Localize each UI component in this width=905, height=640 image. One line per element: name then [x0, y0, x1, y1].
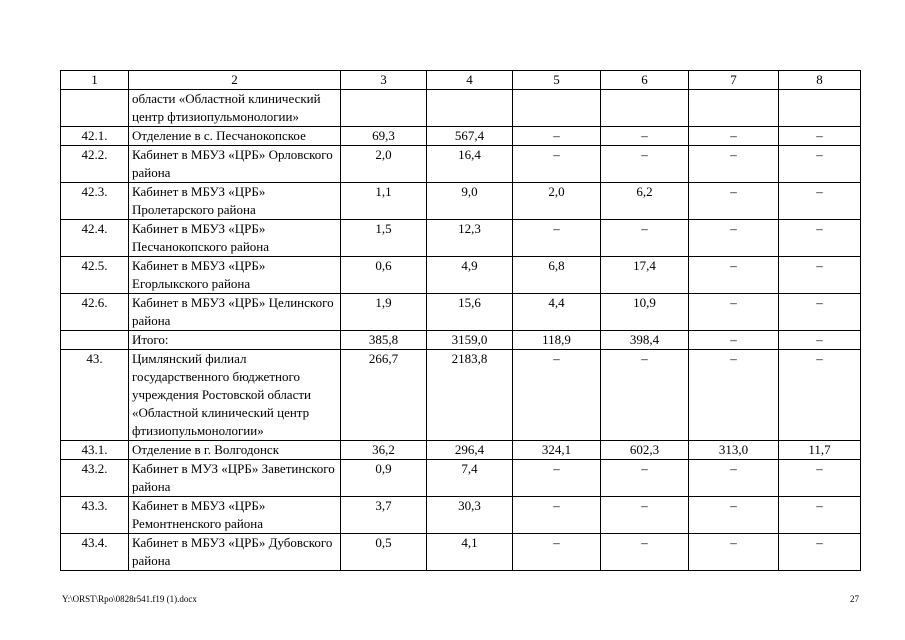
row-name-cell: Итого: — [129, 331, 341, 350]
table-row — [61, 534, 861, 571]
column-number-header: 2 — [129, 71, 341, 90]
row-name-cell: Кабинет в МБУЗ «ЦРБ» Ремонтненского района — [129, 497, 341, 534]
value-cell: 0,9 — [341, 460, 427, 497]
table-row — [61, 127, 861, 146]
value-cell: 0,6 — [341, 257, 427, 294]
footer-page-number: 27 — [850, 594, 859, 604]
row-name-cell: Кабинет в МБУЗ «ЦРБ» Дубовского района — [129, 534, 341, 571]
value-cell: – — [513, 534, 601, 571]
row-number-cell — [61, 90, 129, 127]
value-cell: 6,8 — [513, 257, 601, 294]
value-cell: – — [689, 294, 779, 331]
value-cell: – — [779, 257, 861, 294]
value-cell: 3159,0 — [427, 331, 513, 350]
row-name-cell: Отделение в с. Песчанокопское — [129, 127, 341, 146]
row-name-cell: Цимлянский филиал государственного бюджетного учреждения Ростовской области «Областной клинический центр фтизиопульмонологии» — [129, 350, 341, 441]
value-cell: – — [689, 331, 779, 350]
row-name-cell: Кабинет в МБУЗ «ЦРБ» Песчанокопского района — [129, 220, 341, 257]
value-cell: – — [779, 497, 861, 534]
value-cell: – — [601, 146, 689, 183]
row-number-cell: 43.4. — [61, 534, 129, 571]
value-cell: 567,4 — [427, 127, 513, 146]
value-cell: 1,5 — [341, 220, 427, 257]
table-row — [61, 350, 861, 441]
value-cell: – — [689, 497, 779, 534]
table-row — [61, 294, 861, 331]
value-cell: 2,0 — [341, 146, 427, 183]
value-cell: – — [601, 220, 689, 257]
value-cell: – — [513, 350, 601, 441]
table-row — [61, 183, 861, 220]
value-cell: – — [601, 497, 689, 534]
value-cell: – — [513, 220, 601, 257]
value-cell: – — [601, 350, 689, 441]
column-number-header: 8 — [779, 71, 861, 90]
value-cell: – — [779, 460, 861, 497]
row-number-cell: 43.1. — [61, 441, 129, 460]
value-cell: – — [689, 127, 779, 146]
value-cell — [689, 90, 779, 127]
value-cell: 3,7 — [341, 497, 427, 534]
value-cell: – — [689, 146, 779, 183]
value-cell: 1,1 — [341, 183, 427, 220]
value-cell: – — [513, 146, 601, 183]
value-cell: – — [779, 146, 861, 183]
row-name-cell: Кабинет в МБУЗ «ЦРБ» Орловского района — [129, 146, 341, 183]
value-cell: – — [689, 257, 779, 294]
table-row — [61, 331, 861, 350]
row-name-cell: области «Областной клинический центр фтизиопульмонологии» — [129, 90, 341, 127]
value-cell: 4,1 — [427, 534, 513, 571]
row-number-cell — [61, 331, 129, 350]
row-name-cell: Кабинет в МУЗ «ЦРБ» Заветинского района — [129, 460, 341, 497]
value-cell: – — [779, 534, 861, 571]
column-number-header: 3 — [341, 71, 427, 90]
column-number-header: 5 — [513, 71, 601, 90]
value-cell: – — [779, 350, 861, 441]
value-cell — [341, 90, 427, 127]
table-row — [61, 497, 861, 534]
value-cell: – — [689, 183, 779, 220]
row-name-cell: Отделение в г. Волгодонск — [129, 441, 341, 460]
value-cell: 16,4 — [427, 146, 513, 183]
value-cell: 602,3 — [601, 441, 689, 460]
table-row — [61, 146, 861, 183]
row-number-cell: 43. — [61, 350, 129, 441]
value-cell: 385,8 — [341, 331, 427, 350]
footer-file-path: Y:\ORST\Rpo\0828r541.f19 (1).docx — [62, 594, 197, 604]
value-cell: 2,0 — [513, 183, 601, 220]
row-number-cell: 42.5. — [61, 257, 129, 294]
value-cell: 36,2 — [341, 441, 427, 460]
value-cell: – — [601, 534, 689, 571]
value-cell: 4,4 — [513, 294, 601, 331]
value-cell: – — [513, 127, 601, 146]
value-cell: 2183,8 — [427, 350, 513, 441]
data-table — [60, 70, 861, 571]
value-cell: – — [513, 497, 601, 534]
row-number-cell: 43.3. — [61, 497, 129, 534]
value-cell: – — [779, 294, 861, 331]
table-header-row — [61, 71, 861, 90]
row-number-cell: 42.4. — [61, 220, 129, 257]
row-name-cell: Кабинет в МБУЗ «ЦРБ» Егорлыкского района — [129, 257, 341, 294]
value-cell: 118,9 — [513, 331, 601, 350]
row-number-cell: 42.6. — [61, 294, 129, 331]
value-cell: 9,0 — [427, 183, 513, 220]
row-name-cell: Кабинет в МБУЗ «ЦРБ» Пролетарского района — [129, 183, 341, 220]
value-cell: 11,7 — [779, 441, 861, 460]
value-cell: 30,3 — [427, 497, 513, 534]
value-cell: 69,3 — [341, 127, 427, 146]
value-cell — [601, 90, 689, 127]
column-number-header: 6 — [601, 71, 689, 90]
value-cell: – — [779, 127, 861, 146]
value-cell: – — [779, 331, 861, 350]
value-cell: 7,4 — [427, 460, 513, 497]
value-cell — [427, 90, 513, 127]
row-number-cell: 42.1. — [61, 127, 129, 146]
value-cell: 17,4 — [601, 257, 689, 294]
value-cell: 398,4 — [601, 331, 689, 350]
table-row — [61, 220, 861, 257]
table-row — [61, 460, 861, 497]
value-cell: – — [779, 220, 861, 257]
value-cell: 296,4 — [427, 441, 513, 460]
column-number-header: 7 — [689, 71, 779, 90]
value-cell: 15,6 — [427, 294, 513, 331]
table-row — [61, 441, 861, 460]
row-number-cell: 43.2. — [61, 460, 129, 497]
value-cell: – — [513, 460, 601, 497]
value-cell: – — [689, 534, 779, 571]
value-cell: – — [779, 183, 861, 220]
row-number-cell: 42.3. — [61, 183, 129, 220]
value-cell: – — [601, 127, 689, 146]
table-row — [61, 90, 861, 127]
value-cell: 324,1 — [513, 441, 601, 460]
value-cell: 266,7 — [341, 350, 427, 441]
value-cell: – — [601, 460, 689, 497]
row-name-cell: Кабинет в МБУЗ «ЦРБ» Целинского района — [129, 294, 341, 331]
value-cell: – — [689, 350, 779, 441]
row-number-cell: 42.2. — [61, 146, 129, 183]
value-cell: – — [689, 220, 779, 257]
value-cell: 1,9 — [341, 294, 427, 331]
value-cell — [779, 90, 861, 127]
column-number-header: 1 — [61, 71, 129, 90]
value-cell — [513, 90, 601, 127]
value-cell: 10,9 — [601, 294, 689, 331]
value-cell: 4,9 — [427, 257, 513, 294]
value-cell: 0,5 — [341, 534, 427, 571]
column-number-header: 4 — [427, 71, 513, 90]
value-cell: 12,3 — [427, 220, 513, 257]
table-row — [61, 257, 861, 294]
value-cell: 313,0 — [689, 441, 779, 460]
value-cell: 6,2 — [601, 183, 689, 220]
value-cell: – — [689, 460, 779, 497]
